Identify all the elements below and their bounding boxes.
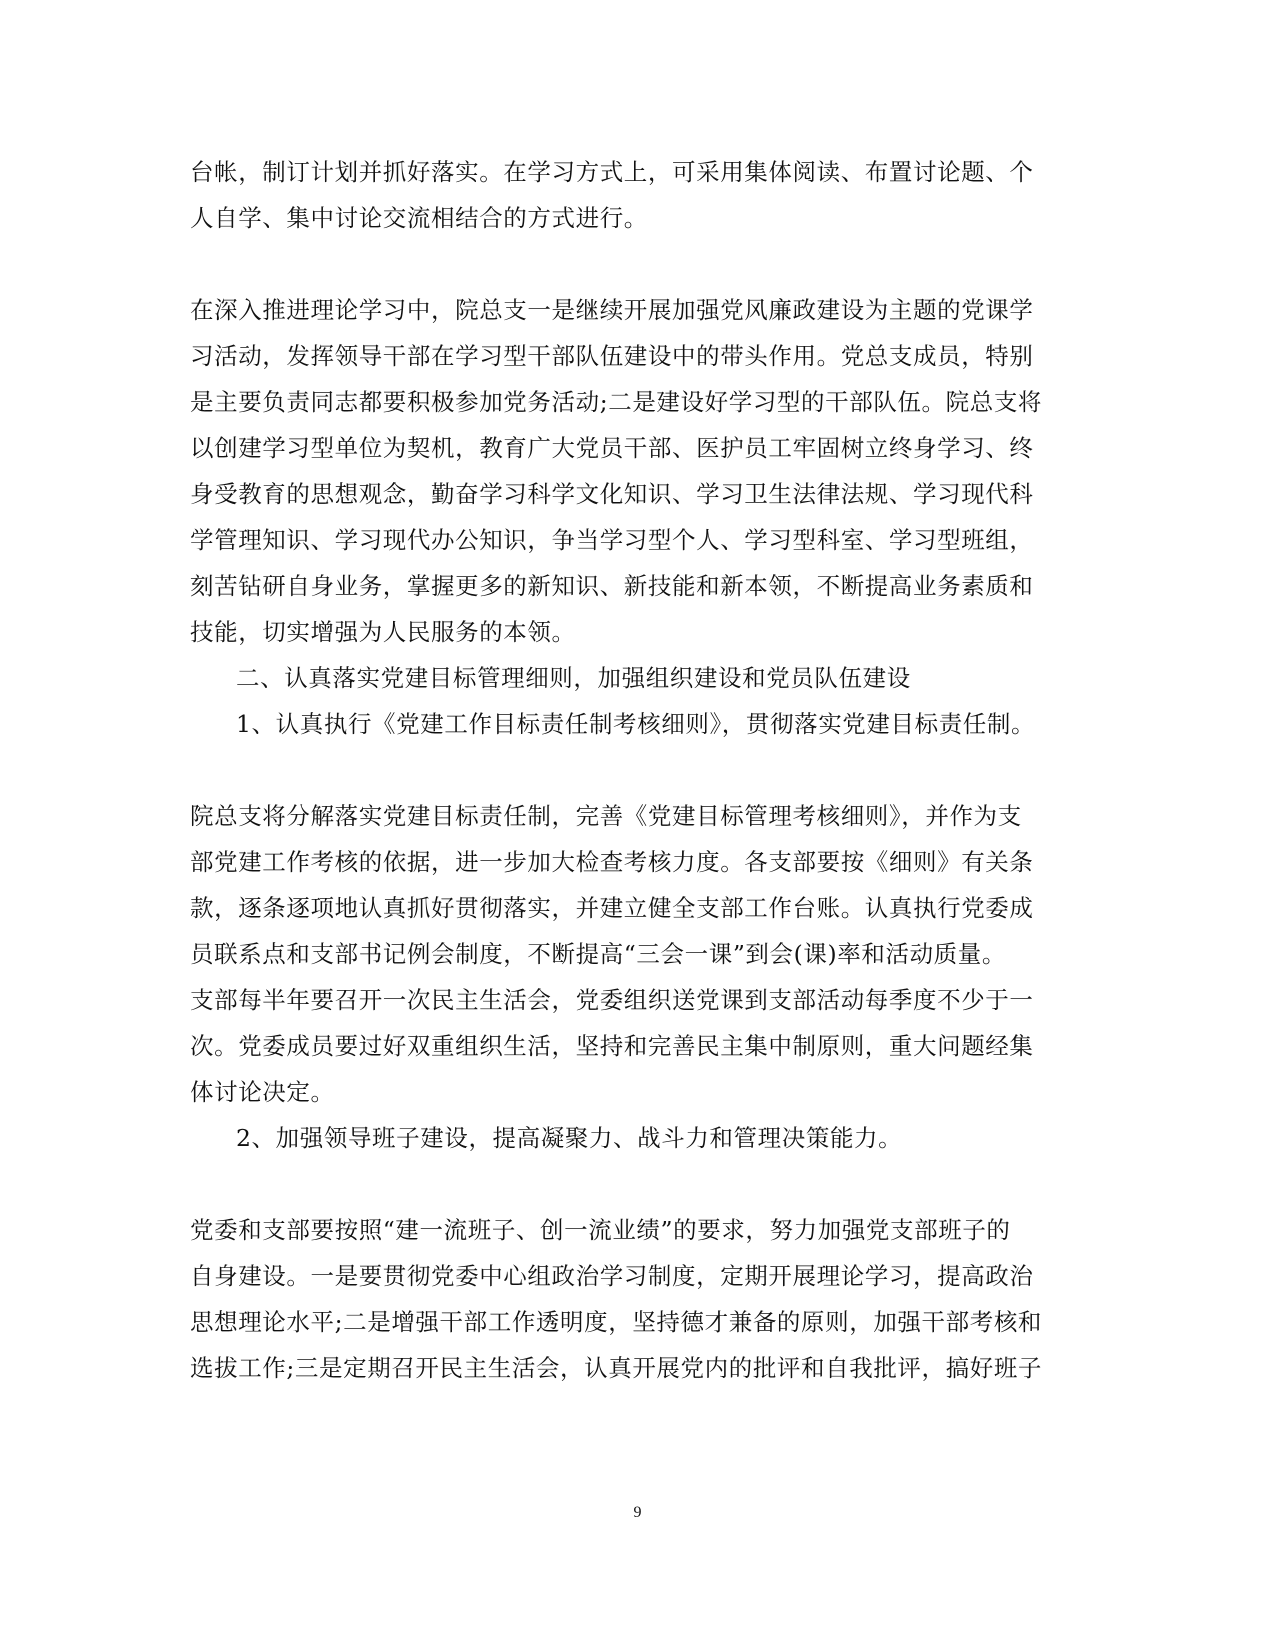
paragraph-line: 以创建学习型单位为契机，教育广大党员干部、医护员工牢固树立终身学习、终	[190, 434, 1034, 462]
paragraph-line: 思想理论水平;二是增强干部工作透明度，坚持德才兼备的原则，加强干部考核和	[190, 1308, 1043, 1336]
paragraph-line: 学管理知识、学习现代办公知识，争当学习型个人、学习型科室、学习型班组，	[190, 526, 1034, 554]
paragraph-line: 次。党委成员要过好双重组织生活，坚持和完善民主集中制原则，重大问题经集	[190, 1032, 1034, 1060]
paragraph-line: 部党建工作考核的依据，进一步加大检查考核力度。各支部要按《细则》有关条	[190, 848, 1034, 876]
paragraph-line: 党委和支部要按照“建一流班子、创一流业绩”的要求，努力加强党支部班子的	[190, 1216, 1011, 1244]
paragraph-line: 院总支将分解落实党建目标责任制，完善《党建目标管理考核细则》，并作为支	[190, 802, 1022, 830]
page-number: 9	[633, 1504, 642, 1521]
paragraph-line: 身受教育的思想观念，勤奋学习科学文化知识、学习卫生法律法规、学习现代科	[190, 480, 1034, 508]
paragraph-line: 是主要负责同志都要积极参加党务活动;二是建设好学习型的干部队伍。院总支将	[190, 388, 1043, 416]
section-heading: 二、认真落实党建目标管理细则，加强组织建设和党员队伍建设	[236, 664, 911, 692]
subsection-heading: 1、认真执行《党建工作目标责任制考核细则》，贯彻落实党建目标责任制。	[236, 710, 1036, 738]
paragraph-line: 技能，切实增强为人民服务的本领。	[190, 618, 576, 646]
paragraph-line: 支部每半年要召开一次民主生活会，党委组织送党课到支部活动每季度不少于一	[190, 986, 1034, 1014]
paragraph-line: 款，逐条逐项地认真抓好贯彻落实，并建立健全支部工作台账。认真执行党委成	[190, 894, 1034, 922]
paragraph-line: 人自学、集中讨论交流相结合的方式进行。	[190, 204, 648, 232]
paragraph-line: 员联系点和支部书记例会制度，不断提高“三会一课”到会(课)率和活动质量。	[190, 940, 1006, 968]
paragraph-line: 台帐，制订计划并抓好落实。在学习方式上，可采用集体阅读、布置讨论题、个	[190, 158, 1034, 186]
paragraph-line: 选拔工作;三是定期召开民主生活会，认真开展党内的批评和自我批评，搞好班子	[190, 1354, 1043, 1382]
paragraph-line: 体讨论决定。	[190, 1078, 335, 1106]
paragraph-line: 刻苦钻研自身业务，掌握更多的新知识、新技能和新本领，不断提高业务素质和	[190, 572, 1034, 600]
paragraph-line: 自身建设。一是要贯彻党委中心组政治学习制度，定期开展理论学习，提高政治	[190, 1262, 1034, 1290]
subsection-heading: 2、加强领导班子建设，提高凝聚力、战斗力和管理决策能力。	[236, 1124, 903, 1152]
paragraph-line: 习活动，发挥领导干部在学习型干部队伍建设中的带头作用。党总支成员，特别	[190, 342, 1034, 370]
paragraph-line: 在深入推进理论学习中，院总支一是继续开展加强党风廉政建设为主题的党课学	[190, 296, 1034, 324]
